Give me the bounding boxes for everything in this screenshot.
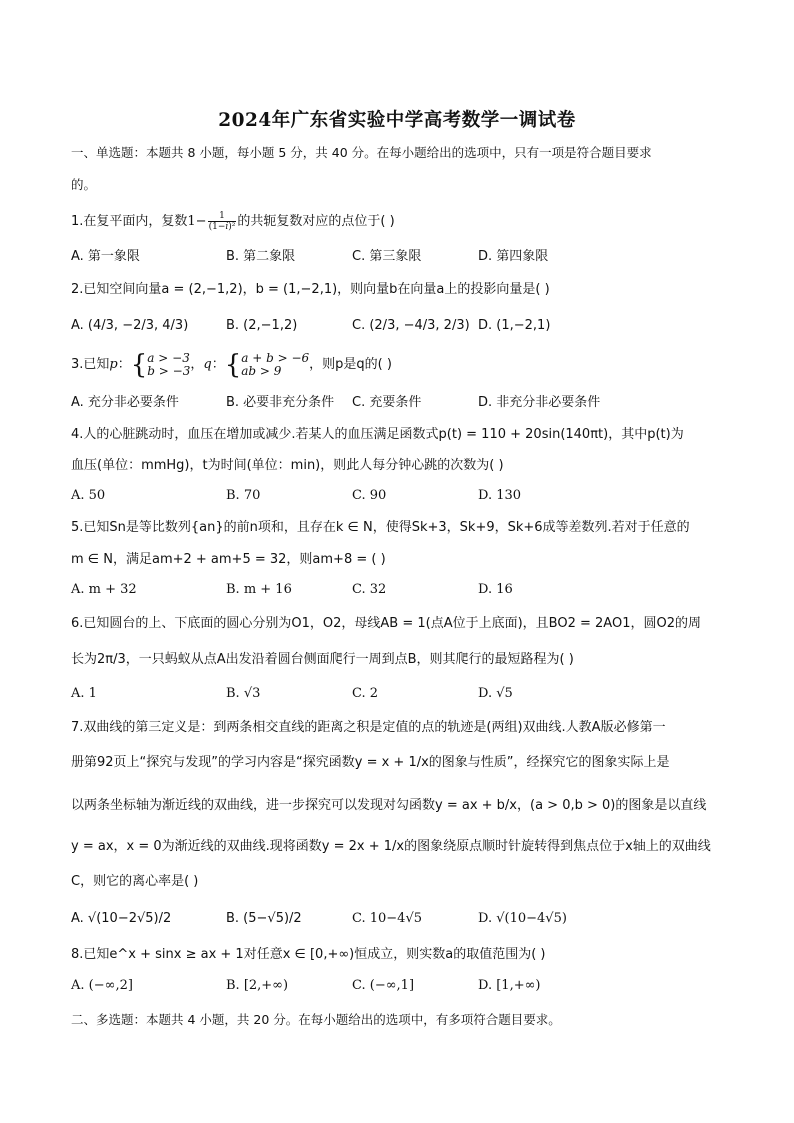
q8-option-d: D. [1,+∞): [478, 978, 541, 993]
q3-stem-b: ，则p是q的( ): [309, 357, 392, 372]
q7-option-a: A. √(10−2√5)/2: [71, 911, 172, 926]
section2-header: 二、多选题：本题共 4 小题，共 20 分。在每小题给出的选项中，有多项符合题目要求。: [71, 1012, 561, 1027]
q4-option-c: C. 90: [352, 488, 387, 503]
question-3: 3.已知p：{a > −3 b > −3，q：{a + b > −6 ab > 9 ，则p是q的( ): [71, 349, 392, 380]
q6-option-c: C. 2: [352, 686, 379, 701]
q1-option-c: C. 第三象限: [352, 249, 422, 264]
question-7-line4: y = ax，x = 0为渐近线的双曲线.现将函数y = 2x + 1/x的图象绕原点顺时针旋转得到焦点位于x轴上的双曲线: [71, 839, 711, 854]
q-system: a + b > −6 ab > 9: [241, 350, 310, 378]
q3-option-b: B. 必要非充分条件: [226, 395, 335, 410]
q6-option-b: B. √3: [226, 686, 261, 701]
q5-option-a: A. m + 32: [71, 582, 137, 597]
q7-option-d: D. √(10−4√5): [478, 911, 567, 926]
q8-option-c: C. (−∞,1]: [352, 978, 415, 993]
q2-option-c: C. (2/3, −4/3, 2/3): [352, 318, 470, 333]
q5-option-c: C. 32: [352, 582, 387, 597]
question-4-cont: 血压(单位：mmHg)，t为时间(单位：min)，则此人每分钟心跳的次数为( ): [71, 458, 504, 473]
question-5: 5.已知Sn是等比数列{an}的前n项和，且存在k ∈ N，使得Sk+3，Sk+9，Sk+6成等差数列.若对于任意的: [71, 520, 690, 535]
question-5-cont: m ∈ N，满足am+2 + am+5 = 32，则am+8 = ( ): [71, 552, 386, 567]
q5-option-d: D. 16: [478, 582, 513, 597]
question-8: 8.已知e^x + sinx ≥ ax + 1对任意x ∈ [0,+∞)恒成立，则实数a的取值范围为( ): [71, 947, 546, 962]
q7-option-b: B. (5−√5)/2: [226, 911, 302, 926]
q6-option-a: A. 1: [71, 686, 97, 701]
page-title: 2024年广东省实验中学高考数学一调试卷: [218, 110, 576, 131]
q4-option-a: A. 50: [71, 488, 106, 503]
question-1: 1.在复平面内，复数1− $\frac{1}{\text{(1−i)²}}$ 的共轭复数对应的点位于( ): [71, 211, 395, 232]
question-7-line5: C，则它的离心率是( ): [71, 874, 199, 889]
q6-option-d: D. √5: [478, 686, 513, 701]
q3-stem-a: 3.已知: [71, 357, 110, 372]
q2-option-d: D. (1,−2,1): [478, 318, 551, 333]
q1-option-a: A. 第一象限: [71, 249, 140, 264]
q5-option-b: B. m + 16: [226, 582, 292, 597]
q1-stem-a: 1.在复平面内，复数: [71, 214, 188, 229]
question-6: 6.已知圆台的上、下底面的圆心分别为O1，O2，母线AB = 1(点A位于上底面)，且BO2 = 2AO1，圆O2的周: [71, 616, 701, 631]
question-6-cont: 长为2π/3，一只蚂蚁从点A出发沿着圆台侧面爬行一周到点B，则其爬行的最短路程为( ): [71, 652, 574, 667]
question-2: 2.已知空间向量a = (2,−1,2)，b = (1,−2,1)，则向量b在向量a上的投影向量是( ): [71, 282, 550, 297]
q1-stem-b: 的共轭复数对应的点位于( ): [237, 214, 395, 229]
p-system: a > −3 b > −3: [147, 350, 191, 378]
q7-option-c: C. 10−4√5: [352, 911, 423, 926]
q1-option-b: B. 第二象限: [226, 249, 296, 264]
q1-fraction: $\frac{1}{\text{(1−i)²}}$: [208, 211, 236, 232]
q8-option-b: B. [2,+∞): [226, 978, 289, 993]
section1-header-cont: 的。: [71, 177, 97, 192]
q3-option-d: D. 非充分非必要条件: [478, 395, 601, 410]
q4-option-d: D. 130: [478, 488, 522, 503]
q3-option-c: C. 充要条件: [352, 395, 422, 410]
q8-option-a: A. (−∞,2]: [71, 978, 133, 993]
question-7-line2: 册第92页上“探究与发现”的学习内容是“探究函数y = x + 1/x的图象与性质”，经探究它的图象实际上是: [71, 755, 670, 770]
question-7: 7.双曲线的第三定义是：到两条相交直线的距离之积是定值的点的轨迹是(两组)双曲线.人教A版必修第一: [71, 720, 666, 735]
q1-option-d: D. 第四象限: [478, 249, 549, 264]
q3-option-a: A. 充分非必要条件: [71, 395, 179, 410]
q2-option-b: B. (2,−1,2): [226, 318, 298, 333]
q4-option-b: B. 70: [226, 488, 261, 503]
q2-option-a: A. (4/3, −2/3, 4/3): [71, 318, 189, 333]
question-4: 4.人的心脏跳动时，血压在增加或减少.若某人的血压满足函数式p(t) = 110 + 20sin(140πt)，其中p(t)为: [71, 427, 684, 442]
question-7-line3: 以两条坐标轴为渐近线的双曲线，进一步探究可以发现对勾函数y = ax + b/x，(a > 0,b > 0)的图象是以直线: [71, 798, 707, 813]
section1-header: 一、单选题：本题共 8 小题，每小题 5 分，共 40 分。在每小题给出的选项中，只有一项是符合题目要求: [71, 145, 652, 160]
